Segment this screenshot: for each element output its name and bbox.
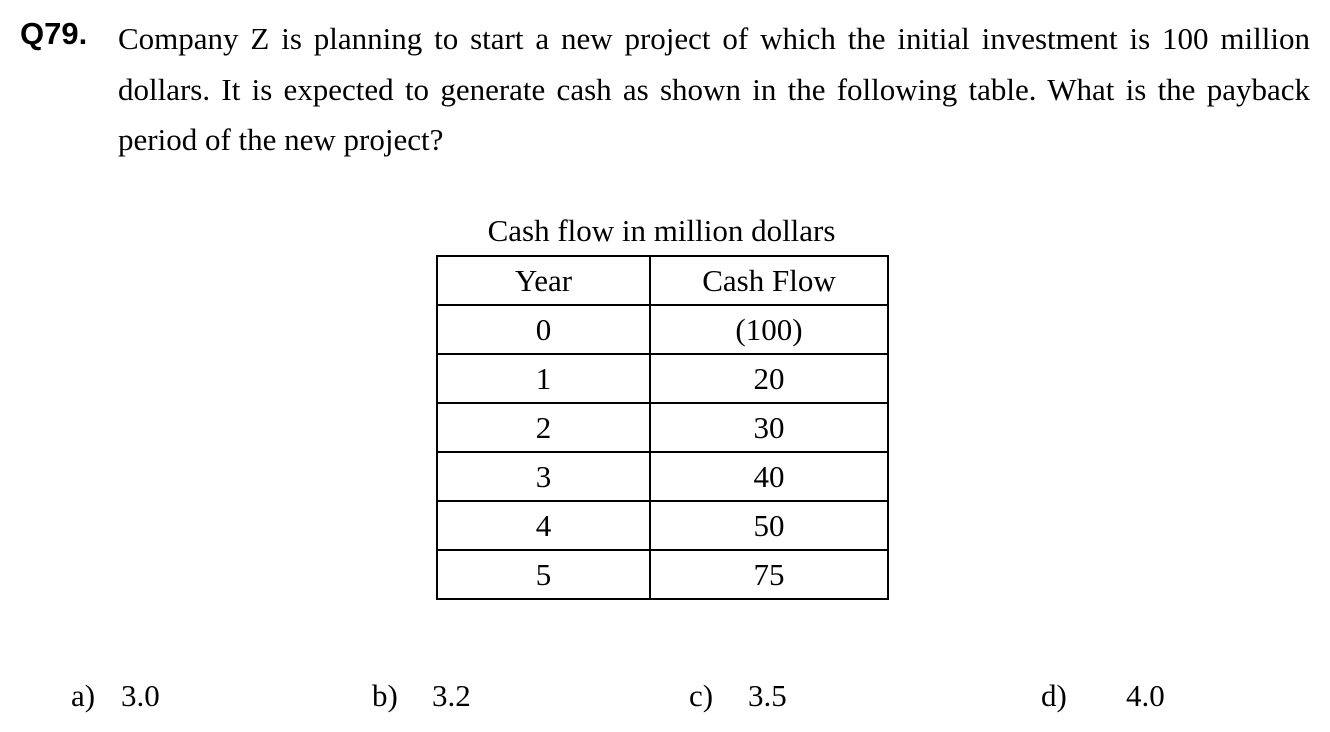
option-b-value: 3.2 [432, 678, 471, 713]
table-header-row [437, 256, 888, 305]
option-b[interactable] [372, 676, 471, 716]
year-cell: 5 [437, 550, 650, 599]
cash-flow-cell: 50 [650, 501, 888, 550]
cash-flow-cell: 20 [650, 354, 888, 403]
cash-flow-cell: 40 [650, 452, 888, 501]
year-column-header: Year [437, 256, 650, 305]
option-a-letter: a) [71, 678, 96, 713]
table-row [437, 354, 888, 403]
cash-flow-column-header: Cash Flow [650, 256, 888, 305]
option-d-letter: d) [1041, 678, 1067, 713]
option-b-letter: b) [372, 678, 398, 713]
option-c-value: 3.5 [748, 678, 787, 713]
option-a[interactable] [71, 676, 160, 716]
cash-flow-table [436, 255, 889, 600]
year-cell: 1 [437, 354, 650, 403]
table-row [437, 452, 888, 501]
year-cell: 4 [437, 501, 650, 550]
question-number: Q79. [20, 16, 88, 51]
table-row [437, 403, 888, 452]
cash-flow-cell: 30 [650, 403, 888, 452]
year-cell: 0 [437, 305, 650, 354]
option-c-letter: c) [689, 678, 714, 713]
question-text: Company Z is planning to start a new project of which the initial investment is 100 million dollars. It is expected to generate cash as shown in the following table. What is the payback period of the new project? [118, 21, 1310, 157]
table-row [437, 550, 888, 599]
option-d[interactable] [1041, 676, 1165, 716]
table-row [437, 305, 888, 354]
option-c[interactable] [689, 676, 787, 716]
option-d-value: 4.0 [1126, 678, 1165, 713]
table-row [437, 501, 888, 550]
year-cell: 3 [437, 452, 650, 501]
table-caption: Cash flow in million dollars [487, 213, 836, 248]
option-a-value: 3.0 [121, 678, 160, 713]
cash-flow-cell: 75 [650, 550, 888, 599]
year-cell: 2 [437, 403, 650, 452]
cash-flow-cell: (100) [650, 305, 888, 354]
